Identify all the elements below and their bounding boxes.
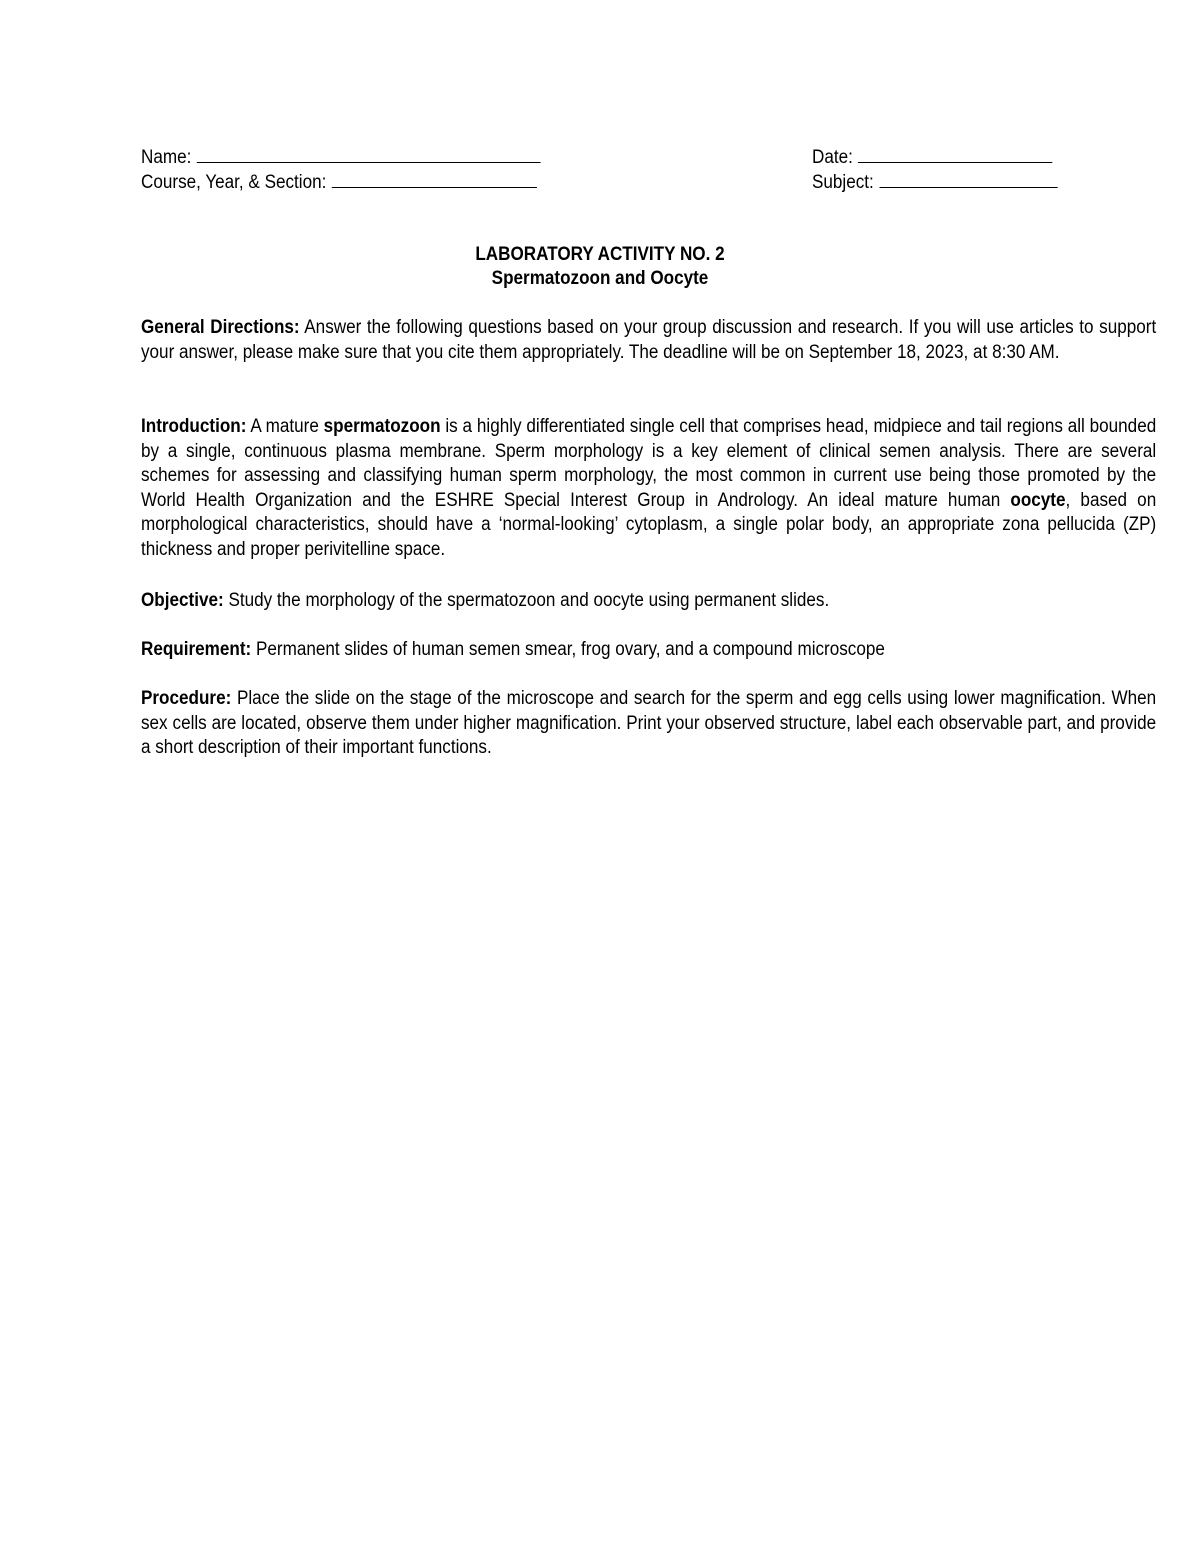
course-field — [141, 168, 537, 195]
activity-subtitle: Spermatozoon and Oocyte — [491, 268, 709, 289]
requirement-paragraph — [141, 638, 1156, 663]
date-blank-line[interactable] — [858, 143, 1052, 163]
spermatozoon-term: spermatozoon — [323, 416, 441, 437]
course-label: Course, Year, & Section: — [141, 172, 327, 193]
course-blank-line[interactable] — [332, 168, 537, 188]
objective-paragraph — [141, 589, 1156, 614]
name-blank-line[interactable] — [197, 143, 541, 163]
name-field — [141, 143, 541, 170]
objective-text: Study the morphology of the spermatozoon and oocyte using permanent slides. — [228, 590, 830, 611]
introduction-text-3: , based on morphological characteristics, should have a ‘normal-looking’ cytoplasm, a single polar body, an appropriate zona pellucida (ZP) thickness and proper perivitelline space. — [141, 489, 1157, 560]
name-label: Name: — [141, 147, 192, 168]
subject-label: Subject: — [812, 172, 874, 193]
subject-blank-line[interactable] — [879, 168, 1057, 188]
general-directions-text: Answer the following questions based on your group discussion and research. If you will use articles to support your answer, please make sure that you cite them appropriately. The deadline will be on September 18, 2023, at 8:30 AM. — [141, 317, 1157, 363]
introduction-label: Introduction: — [141, 416, 247, 437]
date-label: Date: — [812, 147, 853, 168]
general-directions-paragraph — [141, 316, 1156, 365]
procedure-paragraph — [141, 687, 1156, 761]
general-directions-label: General Directions: — [141, 317, 300, 338]
introduction-paragraph — [141, 415, 1156, 563]
procedure-label: Procedure: — [141, 688, 232, 709]
title-block — [0, 243, 1200, 291]
subject-field — [812, 168, 1057, 195]
procedure-text: Place the slide on the stage of the microscope and search for the sperm and egg cells using lower magnification. When sex cells are located, observe them under higher magnification. Print your observed structure, label each observable part, and provide a short description of their important functions. — [141, 688, 1157, 759]
date-field — [812, 143, 1053, 170]
introduction-text-1: A mature — [250, 416, 319, 437]
introduction-text-2: is a highly differentiated single cell that comprises head, midpiece and tail regions all bounded by a single, continuous plasma membrane. Sperm morphology is a key element of clinical semen analysis. There are several schemes for assessing and classifying human sperm morphology, the most common in current use being those promoted by the World Health Organization and the ESHRE Special Interest Group in Andrology. An ideal mature human — [141, 416, 1157, 511]
oocyte-term: oocyte — [1010, 489, 1066, 511]
objective-label: Objective: — [141, 590, 224, 611]
requirement-label: Requirement: — [141, 639, 252, 660]
requirement-text: Permanent slides of human semen smear, frog ovary, and a compound microscope — [255, 639, 885, 660]
activity-title: LABORATORY ACTIVITY NO. 2 — [475, 244, 725, 265]
